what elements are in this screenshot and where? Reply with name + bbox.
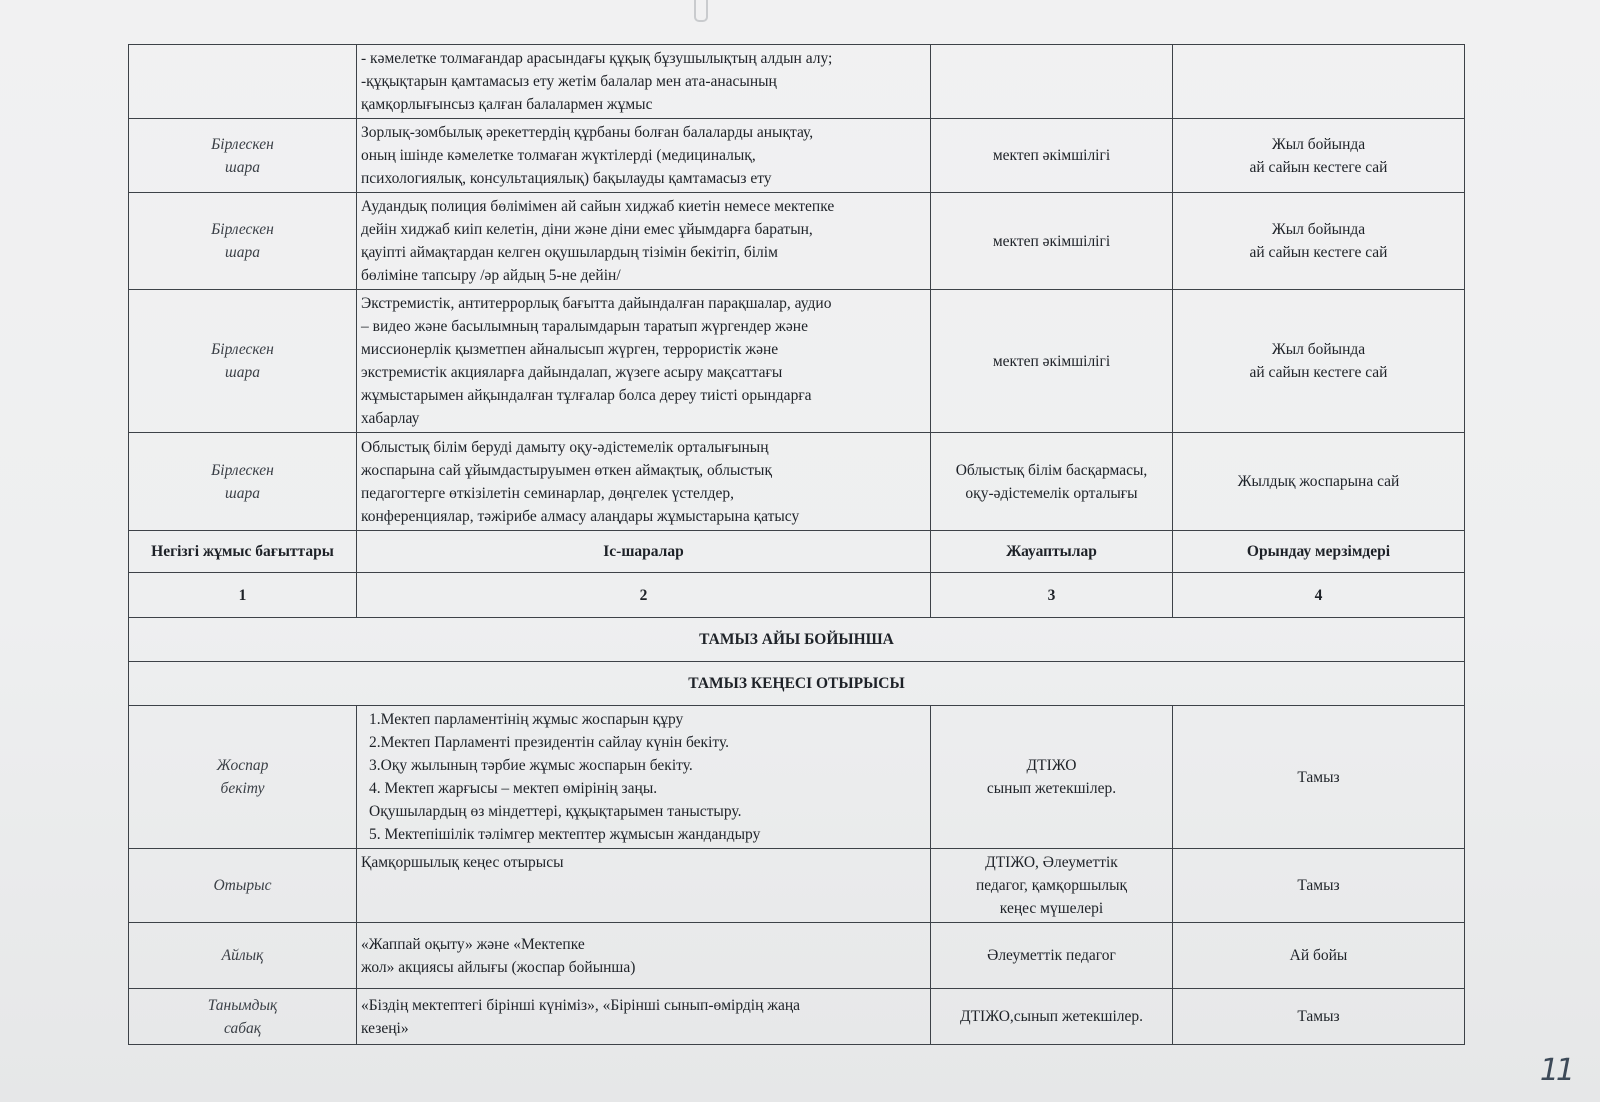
activity-line: Қамқоршылық кеңес отырысы (361, 854, 564, 871)
deadline-cell (1173, 45, 1465, 119)
direction-line: шара (225, 244, 260, 261)
activity-cell (357, 45, 931, 119)
activity-line: Зорлық-зомбылық әрекеттердің құрбаны болған балаларды анықтау, (361, 124, 814, 141)
deadline-line: ай сайын кестеге сай (1249, 364, 1388, 381)
direction-line: Айлық (221, 947, 264, 964)
activity-cell (357, 433, 931, 531)
responsible-cell (931, 923, 1173, 989)
deadline-cell (1173, 119, 1465, 193)
activity-line: жол» акциясы айлығы (жоспар бойынша) (361, 958, 636, 976)
deadline-line: Жыл бойында (1271, 221, 1366, 238)
activity-line: хабарлау (361, 410, 420, 427)
direction-line: Бірлескен (211, 461, 274, 479)
deadline-cell (1173, 433, 1465, 531)
responsible-cell (931, 290, 1173, 433)
activity-line: 1.Мектеп парламентінің жұмыс жоспарын құру (369, 711, 684, 728)
page-number: 11 (1539, 1053, 1572, 1088)
table-body-bottom (129, 706, 1465, 1045)
deadline-line: Ай бойы (1289, 947, 1348, 964)
binder-clip-left (694, 0, 708, 22)
activity-line: Экстремистік, антитеррорлық бағытта дайындалған парақшалар, аудио (361, 295, 832, 312)
responsible-cell (931, 119, 1173, 193)
activity-cell (357, 989, 931, 1045)
deadline-line: Жылдық жоспарына сай (1237, 473, 1400, 490)
activity-line: кезеңі» (361, 1019, 409, 1037)
table-row (129, 989, 1465, 1045)
deadline-line: Тамыз (1297, 877, 1340, 894)
section-row-month (129, 618, 1465, 662)
header-deadlines: Орындау мерзімдері (1173, 531, 1465, 573)
direction-cell (129, 923, 357, 989)
activity-line: конференциялар, тәжірибе алмасу алаңдары жұмыстарына қатысу (361, 507, 800, 525)
direction-line: сабақ (223, 1019, 262, 1037)
activity-cell (357, 706, 931, 849)
activity-line: оның ішінде кәмелетке толмаған жүктілерді (медициналық, (361, 147, 756, 164)
direction-line: шара (225, 364, 260, 381)
activity-line: қауіпті аймақтардан келген оқушылардың тізімін бекітіп, білім (361, 244, 778, 261)
direction-cell (129, 706, 357, 849)
activity-line: бөліміне тапсыру /әр айдың 5-не дейін/ (361, 267, 621, 284)
activity-line: қамқорлығынсыз қалған балалармен жұмыс (361, 96, 653, 113)
deadline-line: Жыл бойында (1271, 135, 1366, 153)
column-number-3: 3 (931, 573, 1173, 618)
direction-line: Бірлескен (211, 221, 274, 238)
activity-line: миссионерлік қызметпен айналысып жүрген, террористік және (361, 341, 779, 358)
table-row (129, 923, 1465, 989)
activity-line: жұмыстарымен айқындалған тұлғалар болса дереу тиісті орындарға (361, 387, 812, 404)
activity-line: жоспарына сай ұйымдастыруымен өткен аймақтық, облыстық (361, 461, 772, 479)
activity-line: Облыстық білім беруді дамыту оқу-әдістемелік орталығының (361, 438, 769, 456)
direction-cell (129, 45, 357, 119)
plan-table (128, 44, 1465, 1045)
activity-line: «Біздің мектептегі бірінші күніміз», «Бірінші сынып-өмірдің жаңа (361, 996, 801, 1014)
responsible-line: Әлеуметтік педагог (987, 947, 1116, 964)
deadline-cell (1173, 923, 1465, 989)
responsible-line: мектеп әкімшілігі (992, 147, 1111, 164)
table-body-top (129, 45, 1465, 531)
table-row (129, 119, 1465, 193)
responsible-line: Облыстық білім басқармасы, (955, 461, 1148, 479)
responsible-cell (931, 433, 1173, 531)
responsible-cell (931, 989, 1173, 1045)
responsible-cell (931, 45, 1173, 119)
direction-cell (129, 433, 357, 531)
table-row (129, 193, 1465, 290)
direction-line: Бірлескен (211, 135, 274, 153)
activity-line: психологиялық, консультациялық) бақылауды қамтамасыз ету (361, 170, 772, 187)
activity-cell (357, 193, 931, 290)
header-directions: Негізгі жұмыс бағыттары (129, 531, 357, 573)
responsible-cell (931, 849, 1173, 923)
activity-line: -құқықтарын қамтамасыз ету жетім балалар мен ата-анасының (361, 73, 777, 90)
table-row (129, 433, 1465, 531)
direction-line: Танымдық (207, 996, 278, 1014)
activity-line: Аудандық полиция бөлімімен ай сайын хиджаб киетін немесе мектепке (361, 198, 835, 215)
direction-cell (129, 849, 357, 923)
section-title-council: ТАМЫЗ КЕҢЕСІ ОТЫРЫСЫ (129, 662, 1465, 706)
column-number-row (129, 573, 1465, 618)
table-row (129, 290, 1465, 433)
deadline-line: Тамыз (1297, 1008, 1340, 1025)
activity-line: 3.Оқу жылының тәрбие жұмыс жоспарын бекіту. (369, 757, 693, 774)
responsible-line: ДТІЖО,сынып жетекшілер. (960, 1008, 1143, 1025)
direction-line: шара (225, 158, 260, 176)
direction-line: Жоспар (216, 757, 269, 774)
activity-line: дейін хиджаб киіп келетін, діни және діни емес ұйымдарға баратын, (361, 221, 813, 238)
responsible-cell (931, 193, 1173, 290)
direction-line: шара (225, 484, 260, 502)
direction-cell (129, 193, 357, 290)
responsible-line: мектеп әкімшілігі (992, 232, 1111, 250)
header-activities: Іс-шаралар (357, 531, 931, 573)
responsible-cell (931, 706, 1173, 849)
responsible-line: сынып жетекшілер. (986, 780, 1117, 797)
column-number-4: 4 (1173, 573, 1465, 618)
activity-line: 4. Мектеп жарғысы – мектеп өмірінің заңы. (369, 780, 658, 797)
table-row (129, 706, 1465, 849)
responsible-line: оқу-әдістемелік орталығы (965, 484, 1138, 502)
direction-cell (129, 119, 357, 193)
activity-line: Оқушылардың өз міндеттері, құқықтарымен таныстыру. (369, 803, 742, 820)
direction-cell (129, 989, 357, 1045)
direction-line: бекіту (220, 780, 265, 797)
deadline-cell (1173, 989, 1465, 1045)
direction-line: Бірлескен (211, 341, 274, 358)
table-row (129, 849, 1465, 923)
activity-cell (357, 119, 931, 193)
responsible-line: педагог, қамқоршылық (975, 877, 1128, 894)
deadline-line: Жыл бойында (1271, 341, 1366, 358)
deadline-line: Тамыз (1297, 768, 1340, 786)
direction-cell (129, 290, 357, 433)
activity-cell (357, 290, 931, 433)
column-number-1: 1 (129, 573, 357, 618)
activity-line: 5. Мектепішілік тәлімгер мектептер жұмысын жандандыру (369, 826, 761, 843)
responsible-line: ДТІЖО (1026, 757, 1077, 774)
activity-cell (357, 923, 931, 989)
activity-line: педагогтерге өткізілетін семинарлар, дөңгелек үстелдер, (361, 484, 735, 502)
responsible-line: кеңес мүшелері (999, 900, 1104, 917)
direction-line: Отырыс (213, 877, 272, 894)
responsible-line: ДТІЖО, Әлеуметтік (985, 854, 1118, 871)
deadline-cell (1173, 849, 1465, 923)
activity-line: 2.Мектеп Парламенті президентін сайлау күнін бекіту. (369, 734, 730, 751)
deadline-line: ай сайын кестеге сай (1249, 244, 1388, 261)
section-title-month: ТАМЫЗ АЙЫ БОЙЫНША (129, 618, 1465, 662)
table-header (129, 531, 1465, 706)
section-row-council (129, 662, 1465, 706)
deadline-line: ай сайын кестеге сай (1249, 158, 1388, 176)
deadline-cell (1173, 706, 1465, 849)
deadline-cell (1173, 290, 1465, 433)
header-responsible: Жауаптылар (931, 531, 1173, 573)
header-row (129, 531, 1465, 573)
responsible-line: мектеп әкімшілігі (992, 352, 1111, 370)
deadline-cell (1173, 193, 1465, 290)
table-row (129, 45, 1465, 119)
activity-line: экстремистік акцияларға дайындалап, жүзеге асыру мақсаттағы (361, 364, 783, 381)
activity-cell (357, 849, 931, 923)
activity-line: «Жаппай оқыту» және «Мектепке (361, 935, 585, 953)
activity-line: - кәмелетке толмағандар арасындағы құқық бұзушылықтың алдын алу; (361, 50, 833, 67)
column-number-2: 2 (357, 573, 931, 618)
activity-line: – видео және басылымның таралымдарын таратып жүргендер және (361, 318, 808, 335)
